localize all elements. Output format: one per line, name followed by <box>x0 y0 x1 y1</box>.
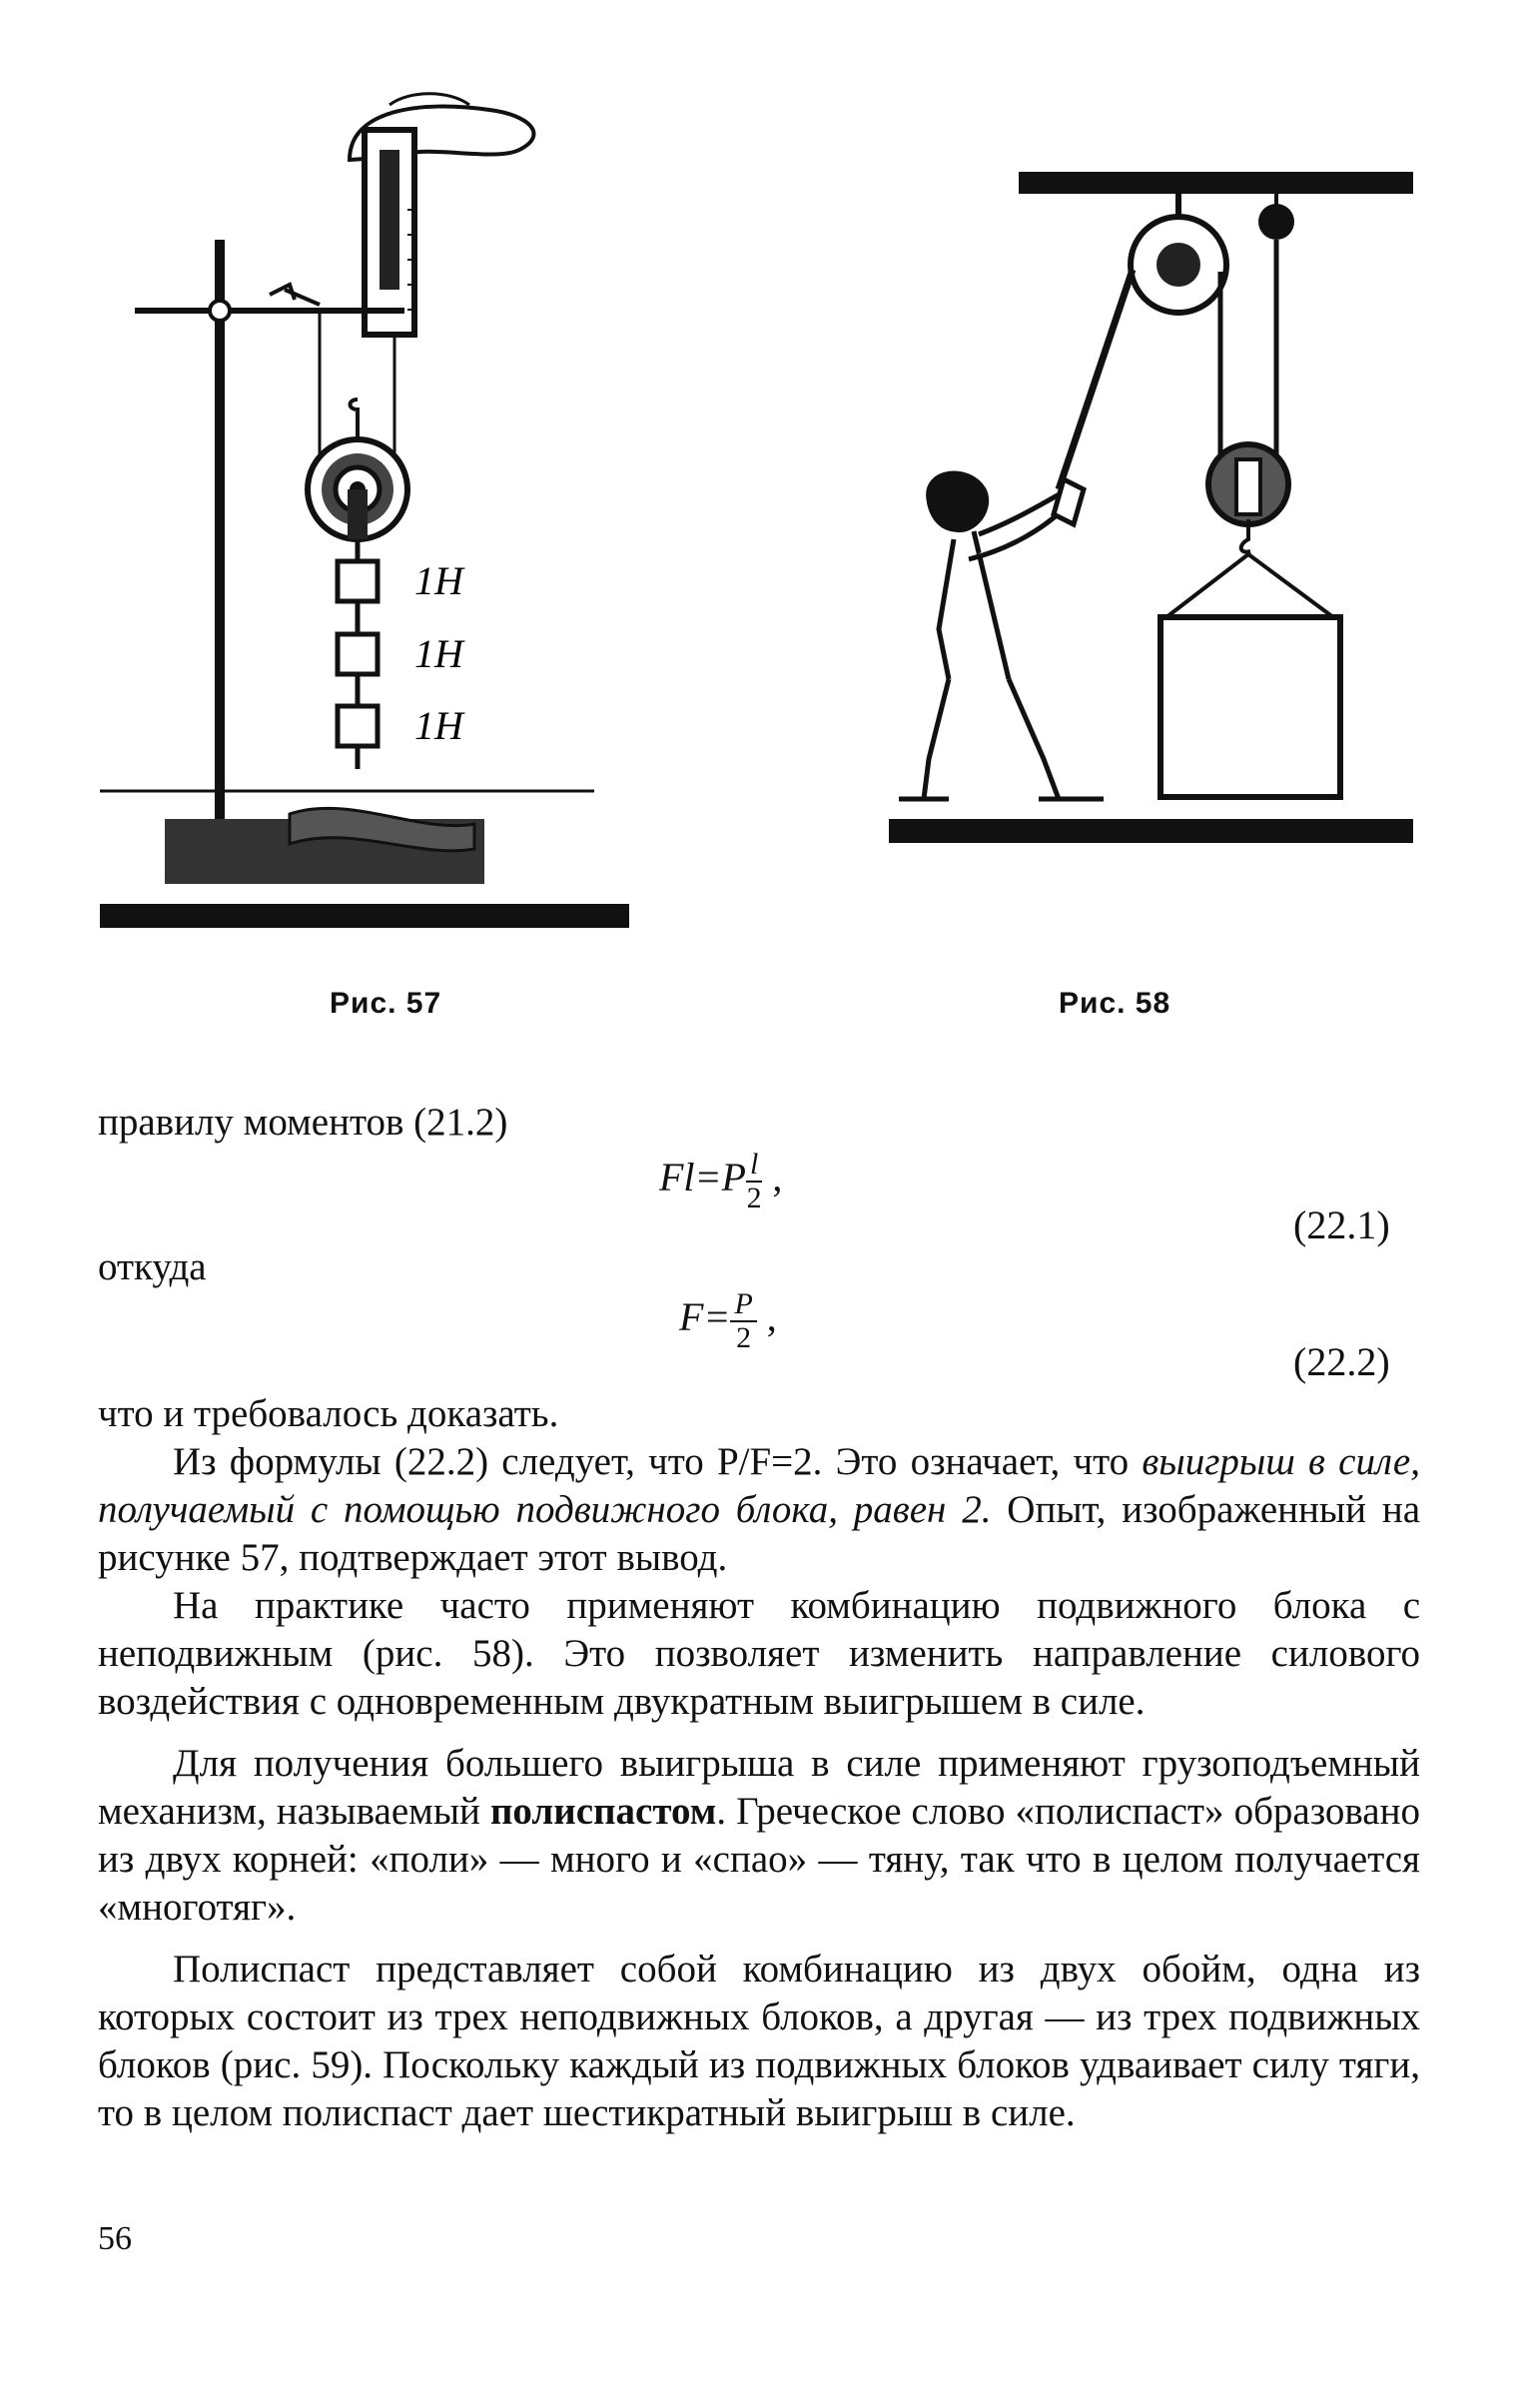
movable-pulley-58 <box>1208 444 1288 552</box>
paragraph-4: Полиспаст представляет собой комбинацию из двух обойм, одна из которых состоит из трех неподвижных блоков, а другая — из трех подвижных блоков (рис. 59). Поскольку каждый из подвижных блоков удваивает силу тяги, то в целом полиспаст дает шестикратный выигрыш в силе. <box>98 1948 1420 2134</box>
paragraph-3-a: Для получения большего выигрыша в силе применяют грузоподъемный механизм, называемый <box>98 1742 1420 1833</box>
figure-57 <box>90 90 649 949</box>
ceiling-bar <box>1019 172 1413 194</box>
floor-bar-58 <box>889 819 1413 843</box>
paragraph-1 <box>98 1438 1420 1582</box>
figure-58 <box>869 160 1428 949</box>
main-text <box>98 1390 1420 2137</box>
formula-22-1-lhs: Fl=P <box>659 1155 746 1200</box>
formula-22-1-tail: , <box>762 1155 783 1200</box>
formula-22-2-lhs: F= <box>679 1294 731 1340</box>
formula-22-1-num: l <box>746 1149 762 1183</box>
paragraph-3 <box>98 1740 1420 1932</box>
man-figure <box>899 473 1104 799</box>
weight-label-2: 1Н <box>414 631 463 676</box>
text-intro <box>98 1099 1420 1147</box>
stand-rod <box>215 240 225 849</box>
weight-stack <box>338 539 378 769</box>
formula-22-2-tail: , <box>756 1294 777 1340</box>
paragraph-1-a: Из формулы (22.2) следует, что P/F=2. Это означает, что <box>173 1440 1130 1483</box>
equation-number-22-2: (22.2) <box>1293 1339 1390 1384</box>
floor-bar <box>100 904 629 928</box>
proved-line: что и требовалось доказать. <box>98 1392 559 1435</box>
page-number: 56 <box>98 2220 132 2257</box>
formula-22-2-num: P <box>730 1288 756 1322</box>
whence-line: откуда <box>98 1245 207 1288</box>
weight-label-1: 1Н <box>414 558 463 603</box>
paragraph-2: На практике часто применяют комбинацию подвижного блока с неподвижным (рис. 58). Это позволяет изменить направление силового воздействия с одновременным двукратным выигрышем в силе. <box>98 1584 1420 1723</box>
paragraph-3-b: . Греческое слово «полиспаст» образовано из двух корней: «поли» — много и «спао» — тяну, так что в целом получается «многотяг». <box>98 1790 1420 1929</box>
paragraph-3-bold: полиспастом <box>489 1790 717 1833</box>
weight-label-3: 1Н <box>414 703 463 748</box>
load-box <box>1160 617 1340 797</box>
formula-22-2 <box>679 1288 777 1354</box>
fixed-pulley <box>1131 194 1226 313</box>
paragraph-1-italic: выигрыш в силе, получаемый с помощью подвижного блока, равен 2. <box>98 1440 1420 1531</box>
formula-22-1-den: 2 <box>746 1182 762 1214</box>
intro-line: правилу моментов (21.2) <box>98 1101 508 1144</box>
movable-pulley <box>308 399 407 539</box>
text-whence <box>98 1243 1420 1291</box>
formula-22-2-den: 2 <box>736 1321 752 1354</box>
equation-number-22-1: (22.1) <box>1293 1202 1390 1247</box>
formula-22-1 <box>659 1149 782 1214</box>
figure-57-caption: Рис. 57 <box>330 987 442 1020</box>
figure-58-caption: Рис. 58 <box>1059 987 1171 1020</box>
paragraph-1-c: Опыт, изображенный на рисунке 57, подтверждает этот вывод. <box>98 1488 1421 1579</box>
